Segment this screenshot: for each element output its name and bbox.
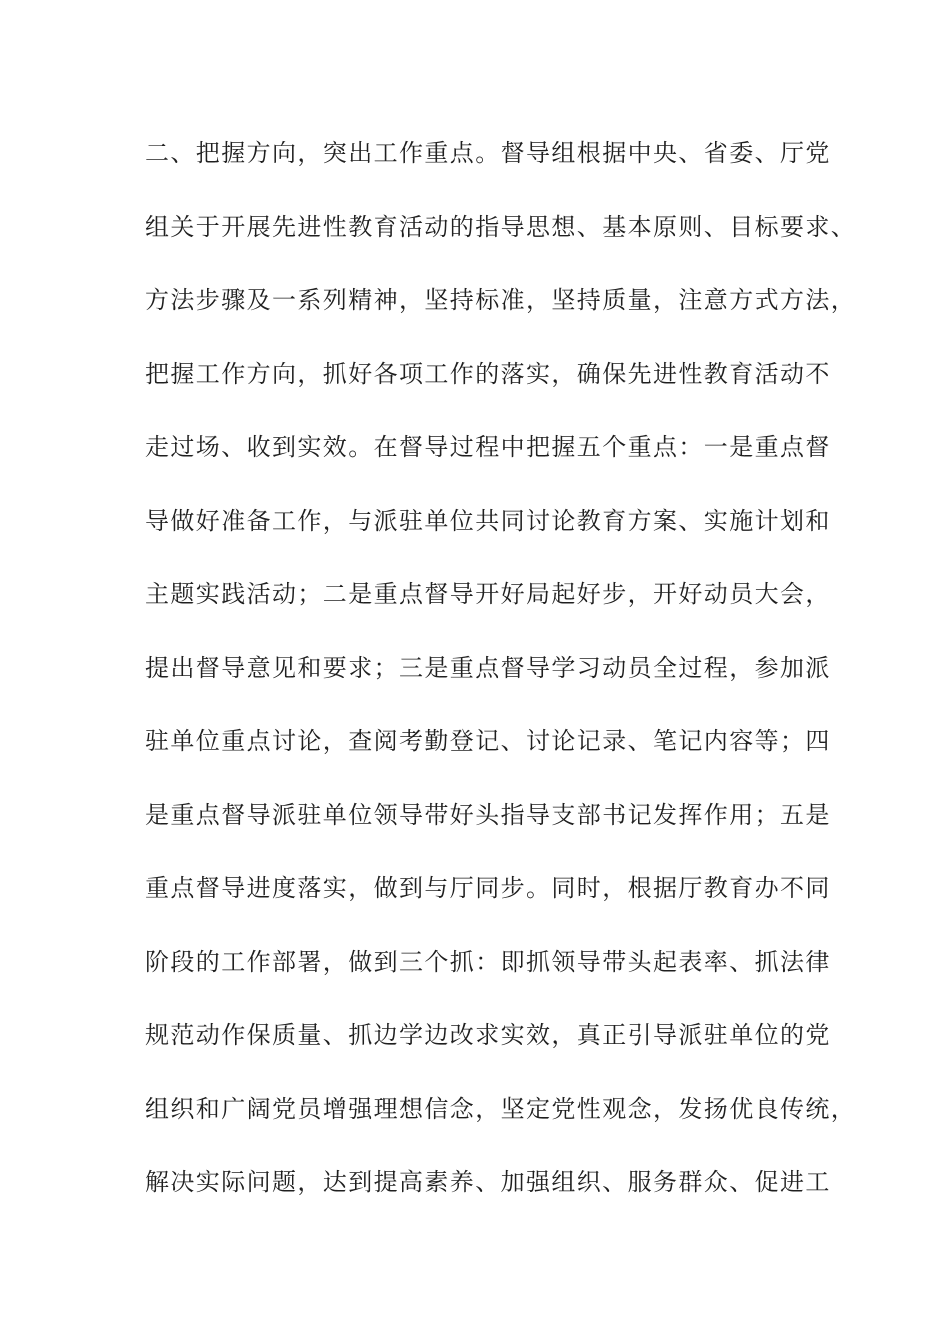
paragraph-line: 规范动作保质量、抓边学边改求实效，真正引导派驻单位的党 xyxy=(145,1021,831,1049)
paragraph-line: 方法步骤及一系列精神，坚持标准，坚持质量，注意方式方法， xyxy=(145,286,857,314)
paragraph-line: 把握工作方向，抓好各项工作的落实，确保先进性教育活动不 xyxy=(145,359,831,388)
paragraph-line: 二、把握方向，突出工作重点。督导组根据中央、省委、厅党 xyxy=(145,139,831,167)
body-paragraph xyxy=(145,131,857,1234)
paragraph-line: 阶段的工作部署，做到三个抓：即抓领导带头起表率、抓法律 xyxy=(145,947,831,976)
paragraph-line: 主题实践活动；二是重点督导开好局起好步，开好动员大会， xyxy=(145,580,831,608)
paragraph-line: 导做好准备工作，与派驻单位共同讨论教育方案、实施计划和 xyxy=(145,506,831,535)
paragraph-line: 提出督导意见和要求；三是重点督导学习动员全过程，参加派 xyxy=(145,653,831,682)
paragraph-line: 重点督导进度落实，做到与厅同步。同时，根据厅教育办不同 xyxy=(145,874,831,902)
paragraph-line: 走过场、收到实效。在督导过程中把握五个重点：一是重点督 xyxy=(145,433,831,461)
paragraph-line: 组织和广阔党员增强理想信念，坚定党性观念，发扬优良传统， xyxy=(145,1094,857,1123)
paragraph-line: 驻单位重点讨论，查阅考勤登记、讨论记录、笔记内容等；四 xyxy=(145,727,831,755)
paragraph-line: 解决实际问题，达到提高素养、加强组织、服务群众、促进工 xyxy=(145,1168,831,1196)
paragraph-line: 是重点督导派驻单位领导带好头指导支部书记发挥作用；五是 xyxy=(145,800,831,829)
paragraph-line: 组关于开展先进性教育活动的指导思想、基本原则、目标要求、 xyxy=(145,212,857,241)
